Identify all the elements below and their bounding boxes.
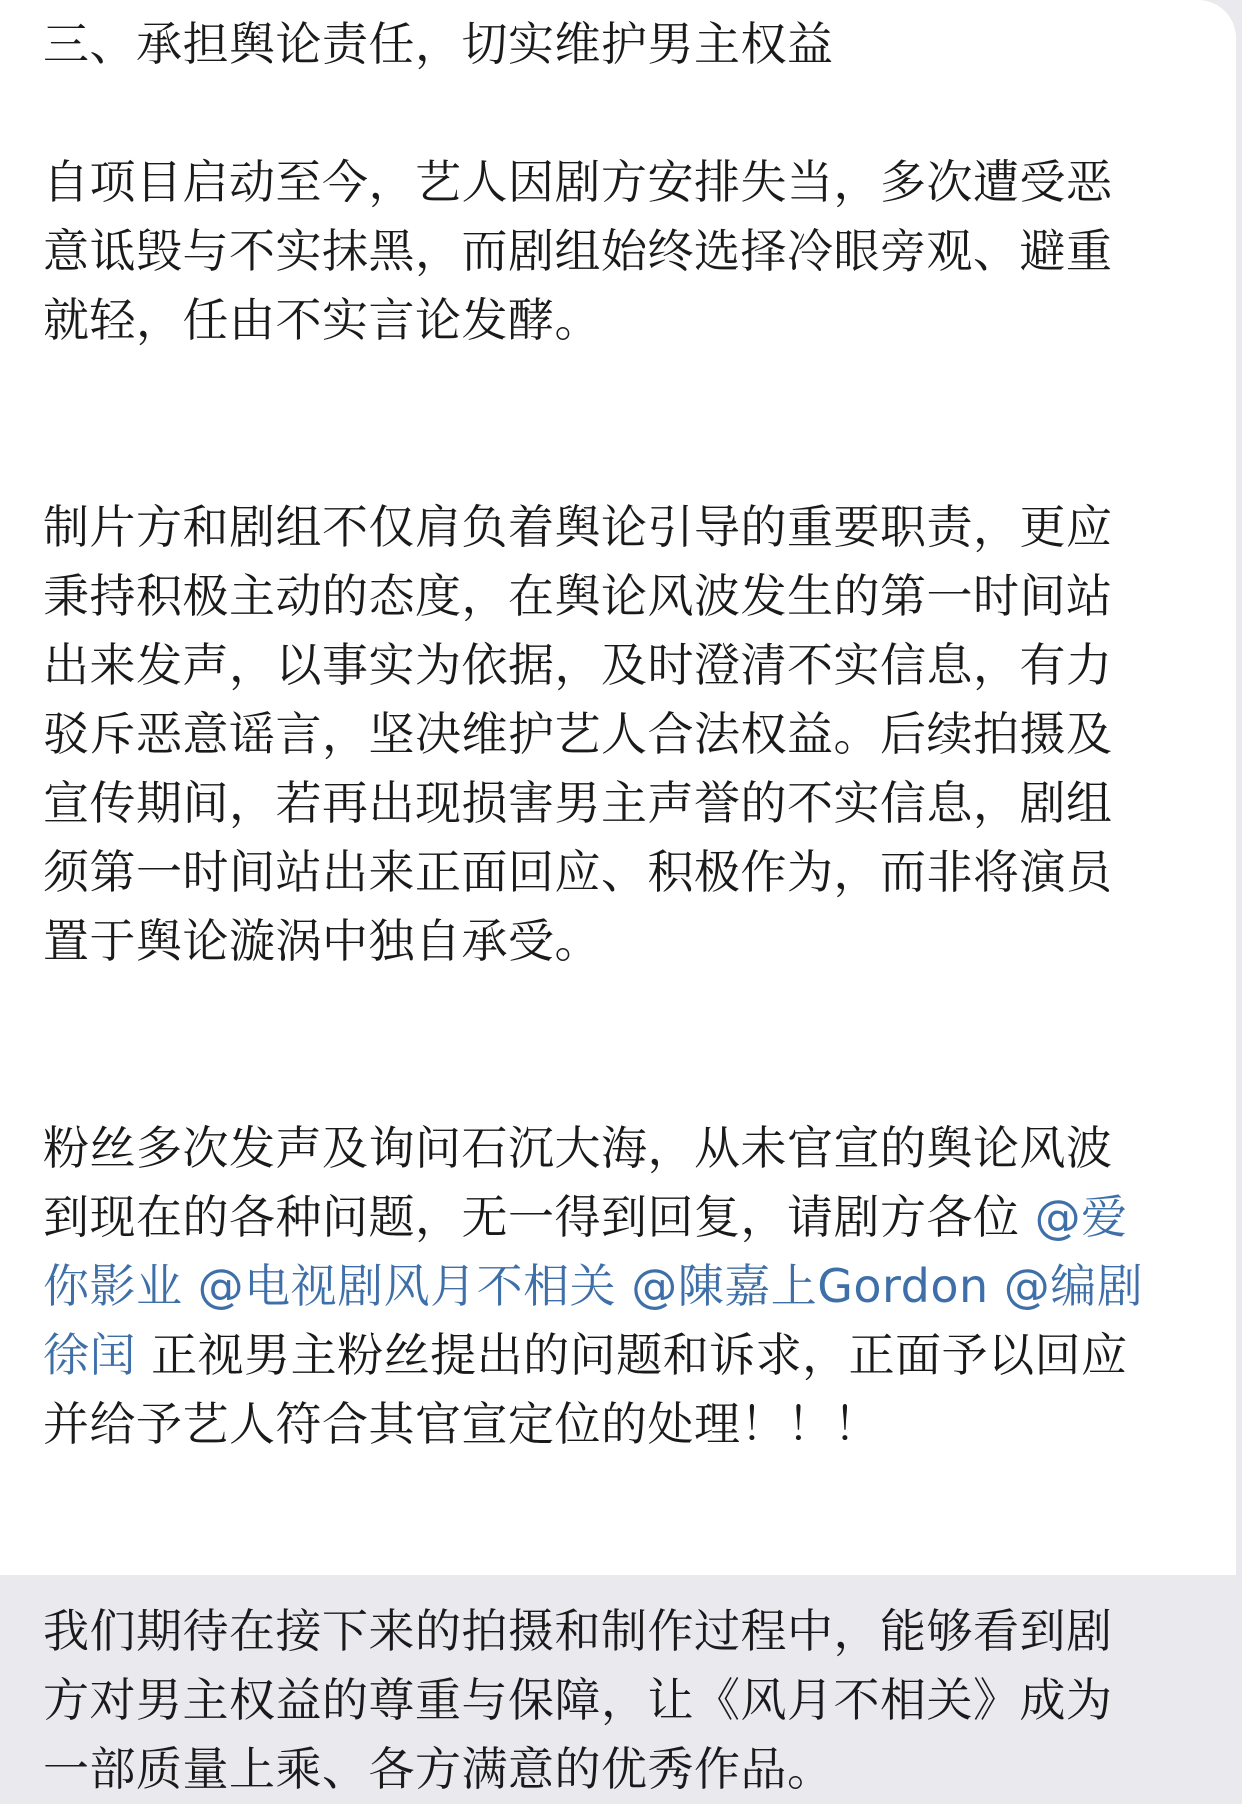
paragraph-line: 秉持积极主动的态度，在舆论风波发生的第一时间站 xyxy=(43,569,1113,623)
paragraph-text: 正视男主粉丝提出的问题和诉求，正面予以回应 xyxy=(136,1328,1128,1382)
paragraph-spacer xyxy=(43,355,1183,424)
paragraph-line: 意诋毁与不实抹黑，而剧组始终选择冷眼旁观、避重 xyxy=(43,224,1113,278)
paragraph-line: 方对男主权益的尊重与保障，让《风月不相关》成为 xyxy=(43,1673,1113,1727)
paragraph-spacer xyxy=(43,424,1183,493)
paragraph-line: 宣传期间，若再出现损害男主声誉的不实信息，剧组 xyxy=(43,776,1113,830)
paragraph-line xyxy=(43,1252,1183,1321)
paragraph-line: 一部质量上乘、各方满意的优秀作品。 xyxy=(43,1742,834,1796)
paragraph-1 xyxy=(43,148,1183,355)
paragraph-line: 就轻，任由不实言论发酵。 xyxy=(43,293,601,347)
paragraph-3 xyxy=(43,1114,1183,1459)
paragraph-4 xyxy=(43,1597,1183,1804)
paragraph-line: 自项目启动至今，艺人因剧方安排失当，多次遭受恶 xyxy=(43,155,1113,209)
paragraph-line: 置于舆论漩涡中独自承受。 xyxy=(43,914,601,968)
paragraph-line: 我们期待在接下来的拍摄和制作过程中，能够看到剧 xyxy=(43,1604,1113,1658)
paragraph-line: 出来发声，以事实为依据，及时澄清不实信息，有力 xyxy=(43,638,1113,692)
paragraph-2 xyxy=(43,493,1183,976)
mention-screenwriter[interactable]: 徐闰 xyxy=(43,1328,136,1382)
paragraph-line: 粉丝多次发声及询问石沉大海，从未官宣的舆论风波 xyxy=(43,1121,1113,1175)
paragraph-spacer xyxy=(43,1528,1183,1597)
paragraph-line: 制片方和剧组不仅肩负着舆论引导的重要职责，更应 xyxy=(43,500,1113,554)
mention-drama-official[interactable]: @电视剧风月不相关 xyxy=(197,1259,617,1313)
paragraph-line: 须第一时间站出来正面回应、积极作为，而非将演员 xyxy=(43,845,1113,899)
paragraph-line xyxy=(43,1321,1183,1390)
paragraph-line: 驳斥恶意谣言，坚决维护艺人合法权益。后续拍摄及 xyxy=(43,707,1113,761)
paragraph-line xyxy=(43,1183,1183,1252)
paragraph-spacer xyxy=(43,1459,1183,1528)
paragraph-spacer xyxy=(43,1045,1183,1114)
mention-screenwriter[interactable]: @编剧 xyxy=(1003,1259,1144,1313)
mention-gordon-chan[interactable]: @陳嘉上Gordon xyxy=(631,1259,989,1313)
mention-aini-film[interactable]: @爱 xyxy=(1034,1190,1128,1244)
paragraph-text: 到现在的各种问题，无一得到回复，请剧方各位 xyxy=(43,1190,1035,1244)
post-body xyxy=(43,10,1183,1804)
paragraph-spacer xyxy=(43,976,1183,1045)
paragraph-line: 并给予艺人符合其官宣定位的处理！！！ xyxy=(43,1397,880,1451)
mention-aini-film[interactable]: 你影业 xyxy=(43,1259,183,1313)
section-heading: 三、承担舆论责任，切实维护男主权益 xyxy=(43,17,834,71)
